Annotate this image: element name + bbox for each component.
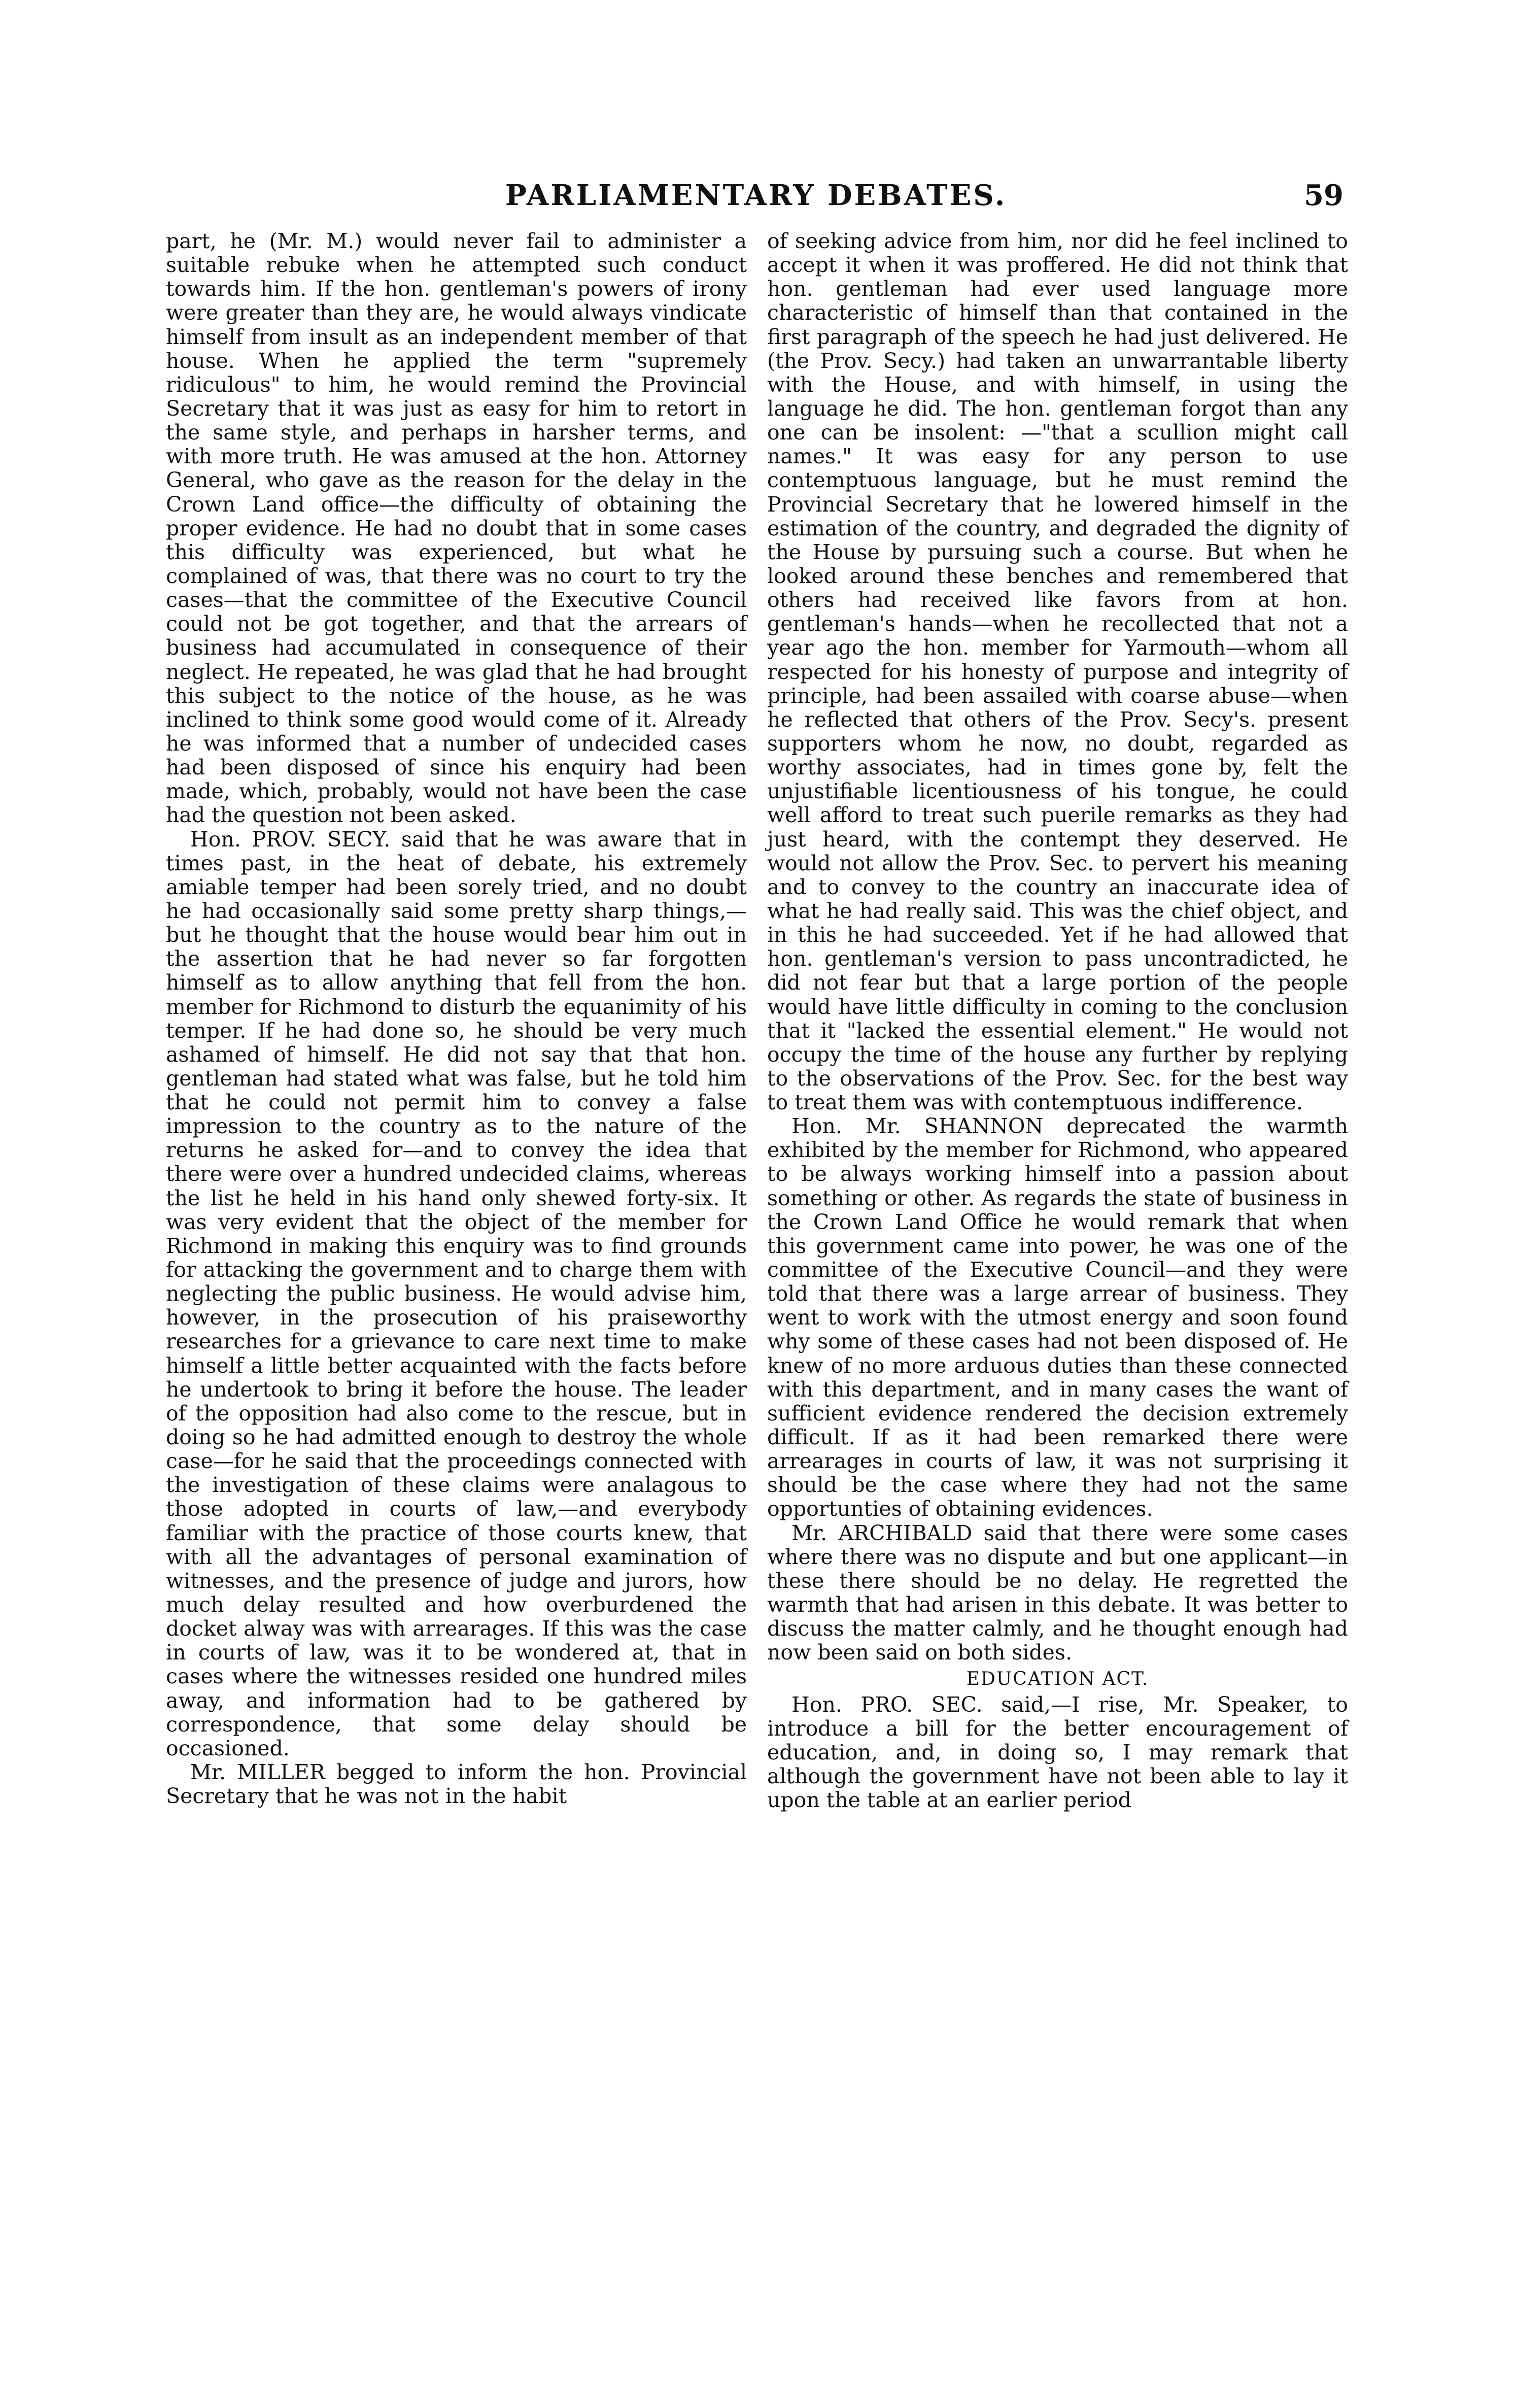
- paragraph: Mr. MILLER begged to inform the hon. Provincial Secretary that he was not in the habit: [166, 1760, 747, 1809]
- page-number: 59: [1304, 179, 1343, 212]
- paragraph: Hon. Mr. SHANNON deprecated the warmth exhibited by the member for Richmond, who appeared to be always working himself into a passion about something or other. As regards the state of business in the Crown Land Office he would remark that when this government came into power, he was one of the committee of the Executive Council—and they were told that there was a large arrear of business. They went to work with the utmost energy and soon found why some of these cases had not been disposed of. He knew of no more arduous duties than these connected with this department, and in many cases the want of sufficient evidence rendered the decision extremely difficult. If as it had been remarked there were arrearages in courts of law, it was not surprising it should be the case where they had not the same opportunties of obtaining evidences.: [767, 1114, 1348, 1521]
- paragraph: of seeking advice from him, nor did he feel inclined to accept it when it was proffered. He did not think that hon. gentleman had ever used language more characteristic of himself than that contained in the first paragraph of the speech he had just delivered. He (the Prov. Secy.) had taken an unwarrantable liberty with the House, and with himself, in using the language he did. The hon. gentleman forgot than any one can be insolent: —"that a scullion might call names." It was easy for any person to use contemptuous language, but he must remind the Provincial Secretary that he lowered himself in the estimation of the country, and degraded the dignity of the House by pursuing such a course. But when he looked around these benches and remembered that others had received like favors from at hon. gentleman's hands—when he recollected that not a year ago the hon. member for Yarmouth—whom all respected for his honesty of purpose and integrity of principle, had been assailed with coarse abuse—when he reflected that others of the Prov. Secy's. present supporters whom he now, no doubt, regarded as worthy associates, had in times gone by, felt the unjustifiable licentiousness of his tongue, he could well afford to treat such puerile remarks as they had just heard, with the contempt they deserved. He would not allow the Prov. Sec. to pervert his meaning and to convey to the country an inaccurate idea of what he had really said. This was the chief object, and in this he had succeeded. Yet if he had allowed that hon. gentleman's version to pass uncontradicted, he did not fear but that a large portion of the people would have little difficulty in coming to the conclusion that it "lacked the essential element." He would not occupy the time of the house any further by replying to the observations of the Prov. Sec. for the best way to treat them was with contemptuous indifference.: [767, 229, 1348, 1115]
- paragraph: Hon. PROV. SECY. said that he was aware that in times past, in the heat of debate, his extremely amiable temper had been sorely tried, and no doubt he had occasionally said some pretty sharp things,—but he thought that the house would bear him out in the assertion that he had never so far forgotten himself as to allow anything that fell from the hon. member for Richmond to disturb the equanimity of his temper. If he had done so, he should be very much ashamed of himself. He did not say that that hon. gentleman had stated what was false, but he told him that he could not permit him to convey a false impression to the country as to the nature of the returns he asked for—and to convey the idea that there were over a hundred undecided claims, whereas the list he held in his hand only shewed forty-six. It was very evident that the object of the member for Richmond in making this enquiry was to find grounds for attacking the government and to charge them with neglecting the public business. He would advise him, however, in the prosecution of his praiseworthy researches for a grievance to care next time to make himself a little better acquainted with the facts before he undertook to bring it before the house. The leader of the opposition had also come to the rescue, but in doing so he had admitted enough to destroy the whole case—for he said that the proceedings connected with the investigation of these claims were analagous to those adopted in courts of law,—and everybody familiar with the practice of those courts knew, that with all the advantages of personal examination of witnesses, and the presence of judge and jurors, how much delay resulted and how overburdened the docket alway was with arrearages. If this was the case in courts of law, was it to be wondered at, that in cases where the witnesses resided one hundred miles away, and information had to be gathered by correspondence, that some delay should be occasioned.: [166, 827, 747, 1760]
- section-heading: EDUCATION ACT.: [966, 1669, 1149, 1690]
- page-header-title: PARLIAMENTARY DEBATES.: [505, 179, 1007, 212]
- paragraph: part, he (Mr. M.) would never fail to administer a suitable rebuke when he attempted such conduct towards him. If the hon. gentleman's powers of irony were greater than they are, he would always vindicate himself from insult as an independent member of that house. When he applied the term "supremely ridiculous" to him, he would remind the Provincial Secretary that it was just as easy for him to retort in the same style, and perhaps in harsher terms, and with more truth. He was amused at the hon. Attorney General, who gave as the reason for the delay in the Crown Land office—the difficulty of obtaining the proper evidence. He had no doubt that in some cases this difficulty was experienced, but what he complained of was, that there was no court to try the cases—that the committee of the Executive Council could not be got together, and that the arrears of business had accumulated in consequence of their neglect. He repeated, he was glad that he had brought this subject to the notice of the house, as he was inclined to think some good would come of it. Already he was informed that a number of undecided cases had been disposed of since his enquiry had been made, which, probably, would not have been the case had the question not been asked.: [166, 229, 747, 828]
- right-column: [767, 229, 1348, 1813]
- paragraph: Mr. ARCHIBALD said that there were some cases where there was no dispute and but one applicant—in these there should be no delay. He regretted the warmth that had arisen in this debate. It was better to discuss the matter calmly, and he thought enough had now been said on both sides.: [767, 1520, 1348, 1665]
- paragraph: Hon. PRO. SEC. said,—I rise, Mr. Speaker, to introduce a bill for the better encouragement of education, and, in doing so, I may remark that although the government have not been able to lay it upon the table at an earlier period: [767, 1692, 1348, 1813]
- left-column: [166, 229, 747, 1808]
